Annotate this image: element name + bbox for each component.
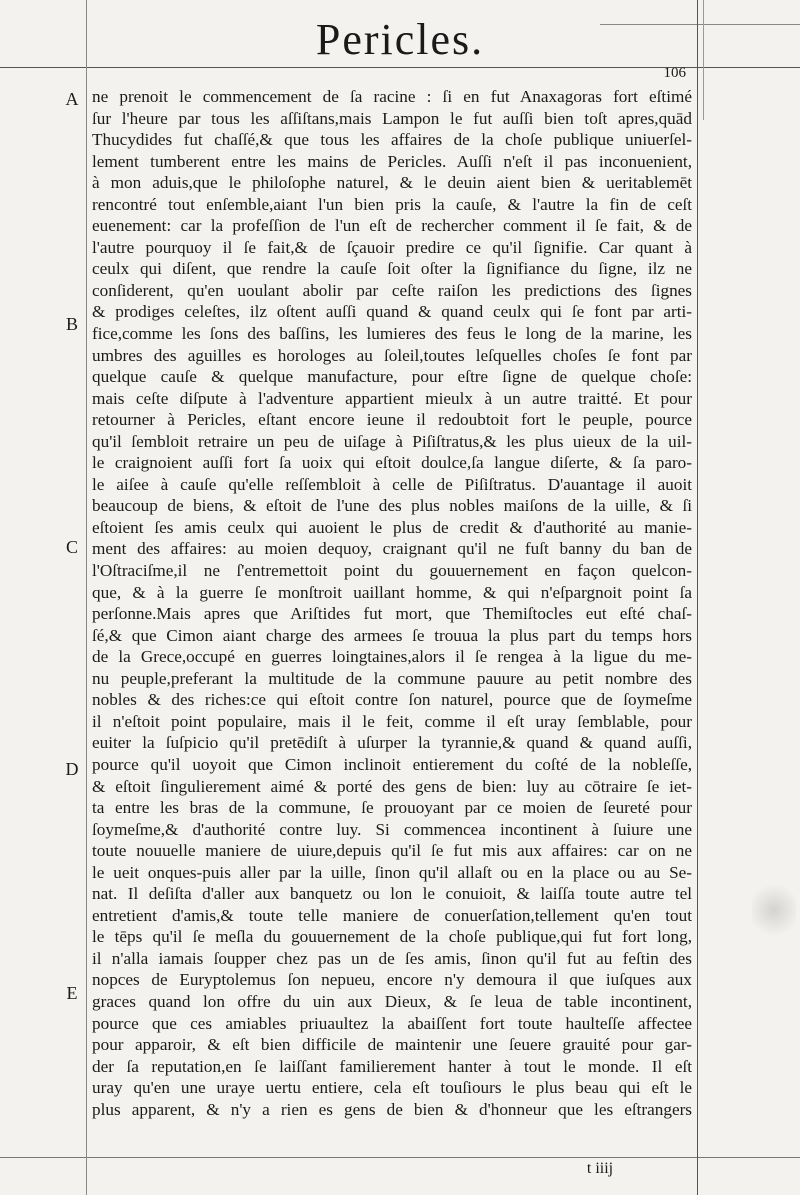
text-line: uray qu'en une uraye uertu entiere, cela eſt touſiours le plus beau qui eſt le	[92, 1078, 692, 1098]
text-line: & prodiges celeſtes, ilz oſtent auſſi quand & quand ceulx qui ſe font par arti-	[92, 302, 692, 322]
body-text	[92, 86, 692, 1120]
page-number: 106	[663, 65, 686, 81]
text-line: euiter la ſuſpicio qu'il pretēdiſt à uſurper la tyrannie,& quand & quand auſſi,	[92, 733, 692, 753]
signature-mark: t iiij	[586, 1160, 614, 1177]
text-line: perſonne.Mais apres que Ariſtides fut mort, que Themiſtocles eut eſté chaſ-	[92, 604, 692, 624]
margin-letter-a: A	[65, 89, 79, 109]
text-line: nobles & des riches:ce qui eſtoit contre ſon naturel, pource que de ſoymeſme	[92, 690, 692, 710]
text-line: plus apparent, & n'y a rien es gens de bien & d'honneur que les eſtrangers	[92, 1099, 692, 1119]
text-line: conſiderent, qu'en uoulant abolir par ceſte raiſon les predictions des ſignes	[92, 280, 692, 300]
text-line: il n'eſtoit point populaire, mais il le feit, comme il eſt uray ſemblable, pour	[92, 711, 692, 731]
text-line: lement tumberent entre les mains de Pericles. Auſſi n'eſt il pas inconuenient,	[92, 151, 692, 171]
text-line: retourner à Pericles, eſtant encore ieune il redoubtoit fort le peuple, pource	[92, 410, 692, 430]
text-line: à mon aduis,que le philoſophe naturel, & le deuin aient bien & ueritablemēt	[92, 173, 692, 193]
text-line: mais ceſte diſpute à l'adventure appartient mieulx à un autre traitté. Et pour	[92, 388, 692, 408]
text-line: pour apparoir, & eſt bien difficile de maintenir une ſeuere grauité pour gar-	[92, 1035, 692, 1055]
text-line: l'Oſtraciſme,il ne ſ'entremettoit point du gouuernement en façon quelcon-	[92, 561, 692, 581]
text-line: der ſa reputation,en ſe laiſſant familierement hanter à tout le monde. Il eſt	[92, 1056, 692, 1076]
text-line: pource que ces amiables priuaultez la abaiſſent fort toute haulteſſe affectee	[92, 1013, 692, 1033]
text-line: nu peuple,preferant la multitude de la commune pauure au petit nombre des	[92, 668, 692, 688]
text-line: eſtoient ſes amis ceulx qui auoient le plus de credit & d'authorité au manie-	[92, 517, 692, 537]
text-line: il n'alla iamais ſoupper chez pas un de ſes amis, ſinon qu'il fut au feſtin des	[92, 948, 692, 968]
text-line: ſé,& que Cimon aiant charge des armees ſe trouua la plus part du temps hors	[92, 625, 692, 645]
margin-letter-e: E	[66, 983, 78, 1003]
text-line: le aiſee à cauſe qu'elle reſſembloit à celle de Piſiſtratus. D'auantage il auoit	[92, 474, 692, 494]
text-line: toute nouuelle maniere de uiure,depuis qu'il ſe fut mis aux affaires: car on ne	[92, 841, 692, 861]
text-line: l'autre pourquoy il ſe fait,& de ſçauoir predire ce qu'il ſignifie. Car quant à	[92, 237, 692, 257]
text-line: entretient d'amis,& toute telle maniere de conuerſation,tellement qu'en tout	[92, 905, 692, 925]
text-line: le ueit onques-puis aller par la uille, ſinon qu'il allaſt ou en la place ou au Se-	[92, 862, 692, 882]
text-line: ne prenoit le commencement de ſa racine : ſi en fut Anaxagoras fort eſtimé	[92, 87, 692, 106]
text-line: nopces de Euryptolemus ſon nepueu, encore n'y demoura il que iuſques aux	[92, 970, 692, 990]
text-line: ment des affaires: au moien dequoy, craignant qu'il ne fuſt banny du ban de	[92, 539, 692, 559]
margin-letter-d: D	[65, 759, 79, 779]
text-line: quelque cauſe & quelque manufacture, pour eſtre ſigne de quelque choſe:	[92, 367, 692, 387]
margin-letter-b: B	[65, 314, 78, 334]
text-line: beaucoup de biens, & eſtoit de l'une des plus nobles maiſons de la uille, & ſi	[92, 496, 692, 516]
text-line: umbres des aguilles es horologes au ſoleil,toutes leſquelles choſes ſe font par	[92, 345, 692, 365]
footer-rule	[0, 1157, 800, 1158]
text-line: Thucydides fut chaſſé,& que tous les affaires de la choſe publique uniuerſel-	[92, 130, 692, 150]
text-line: fice,comme les ſons des baſſins, les lumieres des feus le long de la marine, les	[92, 324, 692, 344]
text-line: que, & à la guerre ſe monſtroit uaillant homme, & qui n'eſpargnoit point ſa	[92, 582, 692, 602]
text-line: & eſtoit ſingulierement aimé & porté des gens de bien: luy au cōtraire ſe iet-	[92, 776, 692, 796]
left-margin-rule	[86, 0, 87, 1195]
text-line: graces quand lon offre du uin aux Dieux, & ſe leua de table incontinent,	[92, 991, 692, 1011]
right-margin-rule	[697, 0, 698, 1195]
text-line: le craignoient auſſi fort ſa uoix qui eſtoit doulce,ſa langue diſerte, & ſa paro-	[92, 453, 692, 473]
text-line: ceulx qui diſent, que rendre la cauſe ſoit oſter la ſignifiance du ſigne, ilz ne	[92, 259, 692, 279]
text-line: qu'il ſembloit retraire un peu de uiſage à Piſiſtratus,& les plus uieux de la uil-	[92, 431, 692, 451]
text-line: euenement: car la profeſſion de l'un eſt de rechercher comment il ſe fait, & de	[92, 216, 692, 236]
margin-letter-c: C	[65, 537, 78, 557]
text-line: ta entre les bras de la commune, ſe prouoyant par ce moien de ſeureté pour	[92, 798, 692, 818]
text-line: de la Grece,occupé en guerres loingtaines,alors il ſe rengea à la ligue du me-	[92, 647, 692, 667]
text-line: pource qu'il uoyoit que Cimon inclinoit entierement du coſté de la nobleſſe,	[92, 754, 692, 774]
text-line: ſur l'heure par tous les aſſiſtans,mais Lampon le fut auſſi bien toſt apres,quād	[92, 108, 692, 128]
text-line: rencontré tout enſemble,aiant l'un bien pris la cauſe, & l'autre la fin de ceſt	[92, 194, 692, 214]
paper-stain	[752, 880, 796, 940]
text-line: le tēps qu'il ſe meſla du gouuernement de la choſe publique,qui fut fort long,	[92, 927, 692, 947]
text-line: nat. Il deſiſta d'aller aux banquetz ou lon le conuioit, & laiſſa toute autre tel	[92, 884, 692, 904]
running-head: Pericles.	[315, 15, 485, 64]
text-line: ſoymeſme,& d'authorité contre luy. Si commencea incontinent à ſuiure une	[92, 819, 692, 839]
